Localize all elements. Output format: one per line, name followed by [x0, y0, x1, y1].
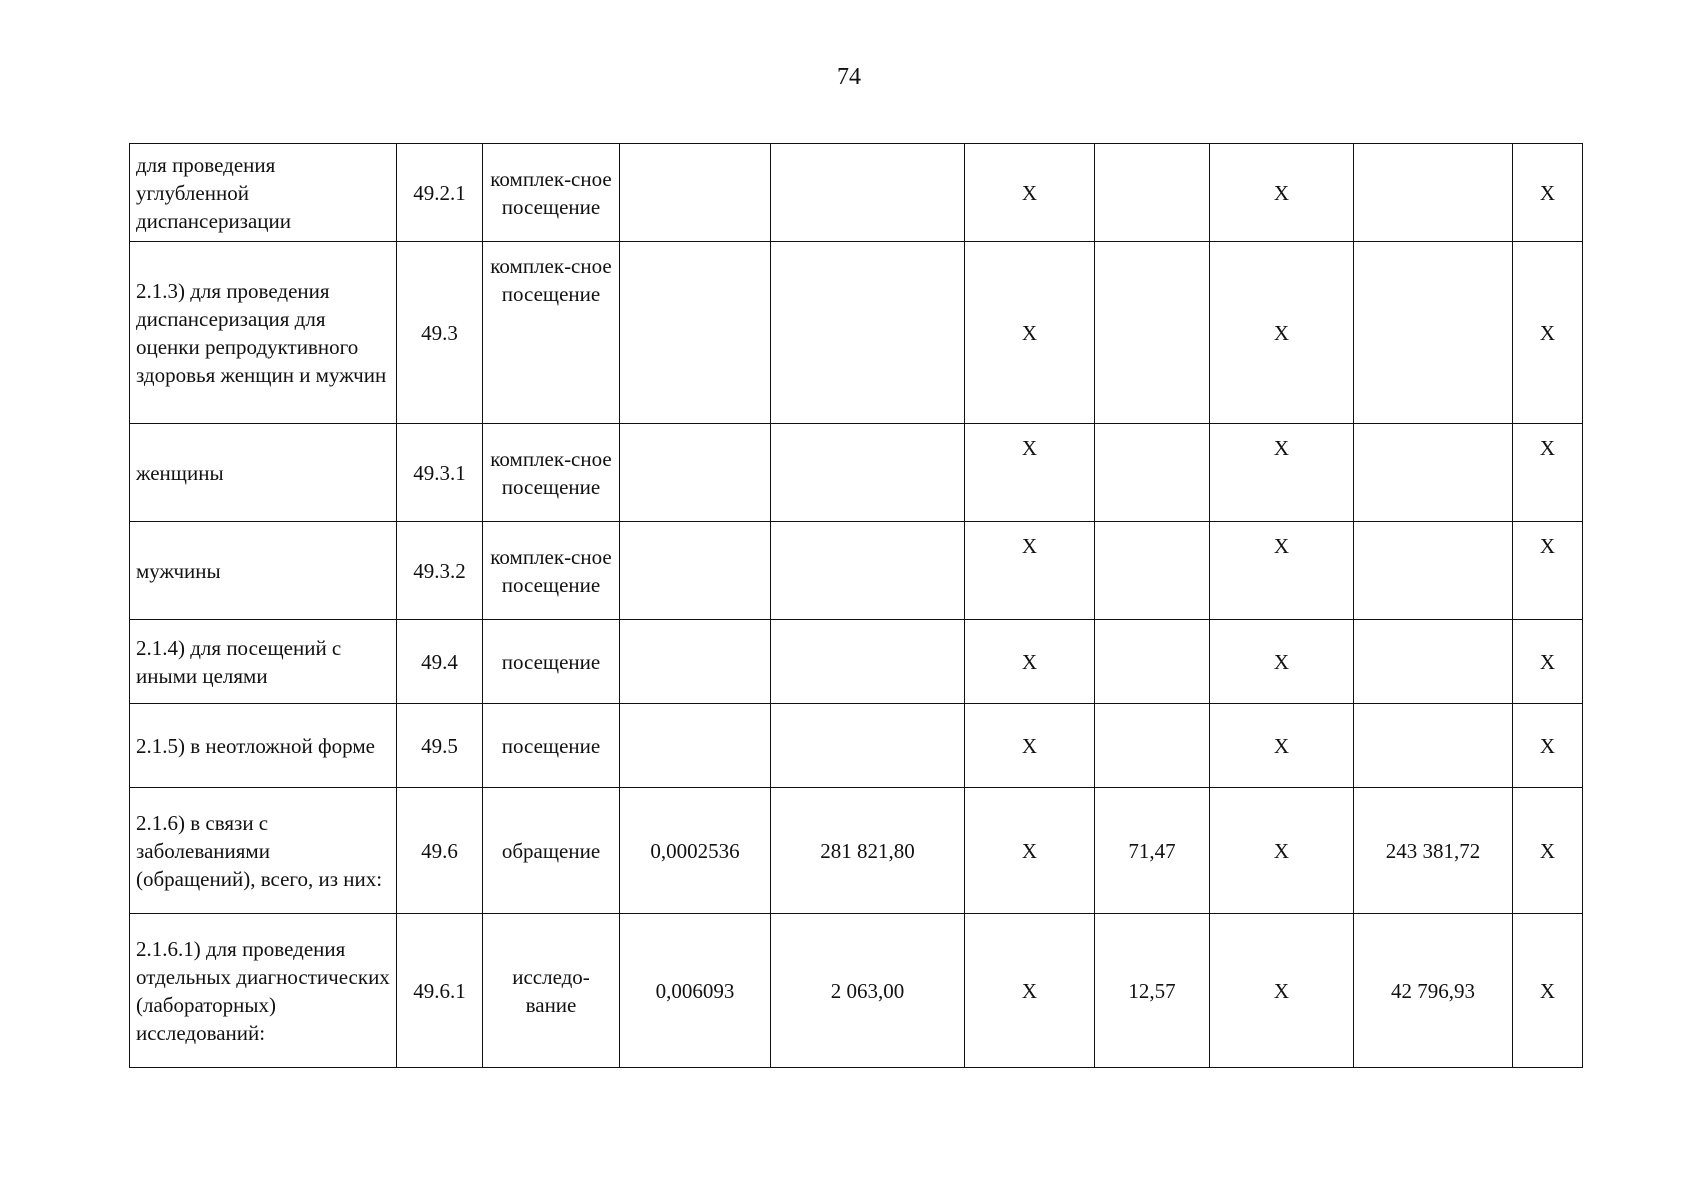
table-row: [130, 620, 1583, 704]
row-cell: X: [1210, 620, 1354, 704]
row-code: 49.3.2: [397, 522, 483, 620]
row-code: 49.3: [397, 242, 483, 424]
table-row: [130, 788, 1583, 914]
row-code: 49.6: [397, 788, 483, 914]
row-cell: X: [965, 424, 1095, 522]
row-cell: [1354, 242, 1513, 424]
row-cell: 71,47: [1095, 788, 1210, 914]
row-cell: X: [1210, 788, 1354, 914]
row-unit: посещение: [483, 620, 620, 704]
row-cell: [771, 144, 965, 242]
row-cell: [620, 242, 771, 424]
row-cell: X: [965, 704, 1095, 788]
row-cell: X: [1513, 788, 1583, 914]
row-cell: 0,006093: [620, 914, 771, 1068]
row-cell: X: [1513, 424, 1583, 522]
row-cell: X: [1210, 522, 1354, 620]
row-unit: комплек-сное посещение: [483, 242, 620, 424]
row-cell: 2 063,00: [771, 914, 965, 1068]
row-cell: 243 381,72: [1354, 788, 1513, 914]
row-cell: X: [965, 144, 1095, 242]
row-cell: X: [1210, 914, 1354, 1068]
row-name: 2.1.6) в связи с заболеваниями (обращений), всего, из них:: [130, 788, 397, 914]
row-name: 2.1.5) в неотложной форме: [130, 704, 397, 788]
row-name: 2.1.4) для посещений с иными целями: [130, 620, 397, 704]
row-cell: X: [965, 242, 1095, 424]
row-name: 2.1.3) для проведения диспансеризация для оценки репродуктивного здоровья женщин и мужчин: [130, 242, 397, 424]
row-cell: [771, 704, 965, 788]
row-unit: комплек-сное посещение: [483, 144, 620, 242]
table-row: [130, 914, 1583, 1068]
row-cell: X: [1513, 704, 1583, 788]
row-cell: [620, 424, 771, 522]
row-cell: [1354, 704, 1513, 788]
row-cell: [771, 424, 965, 522]
row-cell: 281 821,80: [771, 788, 965, 914]
row-cell: [1095, 424, 1210, 522]
row-name: для проведения углубленной диспансеризации: [130, 144, 397, 242]
row-cell: [1095, 620, 1210, 704]
row-cell: X: [1210, 704, 1354, 788]
row-cell: X: [1513, 620, 1583, 704]
row-cell: X: [965, 522, 1095, 620]
row-cell: X: [1513, 522, 1583, 620]
row-cell: [1354, 522, 1513, 620]
row-unit: комплек-сное посещение: [483, 424, 620, 522]
row-cell: 12,57: [1095, 914, 1210, 1068]
row-cell: 0,0002536: [620, 788, 771, 914]
row-cell: 42 796,93: [1354, 914, 1513, 1068]
row-cell: [771, 242, 965, 424]
row-unit: исследо-вание: [483, 914, 620, 1068]
row-cell: X: [965, 788, 1095, 914]
row-cell: X: [965, 620, 1095, 704]
row-cell: X: [965, 914, 1095, 1068]
row-cell: X: [1513, 242, 1583, 424]
page-number: 74: [837, 64, 861, 90]
row-code: 49.6.1: [397, 914, 483, 1068]
table-row: [130, 144, 1583, 242]
table-row: [130, 522, 1583, 620]
row-cell: [1095, 242, 1210, 424]
row-cell: [1354, 620, 1513, 704]
row-cell: [1354, 424, 1513, 522]
row-cell: [1095, 522, 1210, 620]
data-table: [129, 143, 1583, 1068]
row-unit: посещение: [483, 704, 620, 788]
table-row: [130, 424, 1583, 522]
row-cell: [1095, 704, 1210, 788]
row-unit: комплек-сное посещение: [483, 522, 620, 620]
row-cell: [771, 522, 965, 620]
row-cell: [620, 144, 771, 242]
row-cell: X: [1513, 144, 1583, 242]
row-cell: [771, 620, 965, 704]
row-code: 49.4: [397, 620, 483, 704]
row-cell: X: [1210, 144, 1354, 242]
row-unit: обращение: [483, 788, 620, 914]
row-cell: [1354, 144, 1513, 242]
row-cell: X: [1210, 242, 1354, 424]
row-cell: X: [1210, 424, 1354, 522]
row-cell: [620, 620, 771, 704]
row-cell: [620, 522, 771, 620]
row-code: 49.2.1: [397, 144, 483, 242]
table-row: [130, 704, 1583, 788]
row-code: 49.3.1: [397, 424, 483, 522]
table-row: [130, 242, 1583, 424]
row-code: 49.5: [397, 704, 483, 788]
row-cell: [1095, 144, 1210, 242]
row-cell: X: [1513, 914, 1583, 1068]
row-name: женщины: [130, 424, 397, 522]
row-name: 2.1.6.1) для проведения отдельных диагностических (лабораторных) исследований:: [130, 914, 397, 1068]
row-name: мужчины: [130, 522, 397, 620]
row-cell: [620, 704, 771, 788]
